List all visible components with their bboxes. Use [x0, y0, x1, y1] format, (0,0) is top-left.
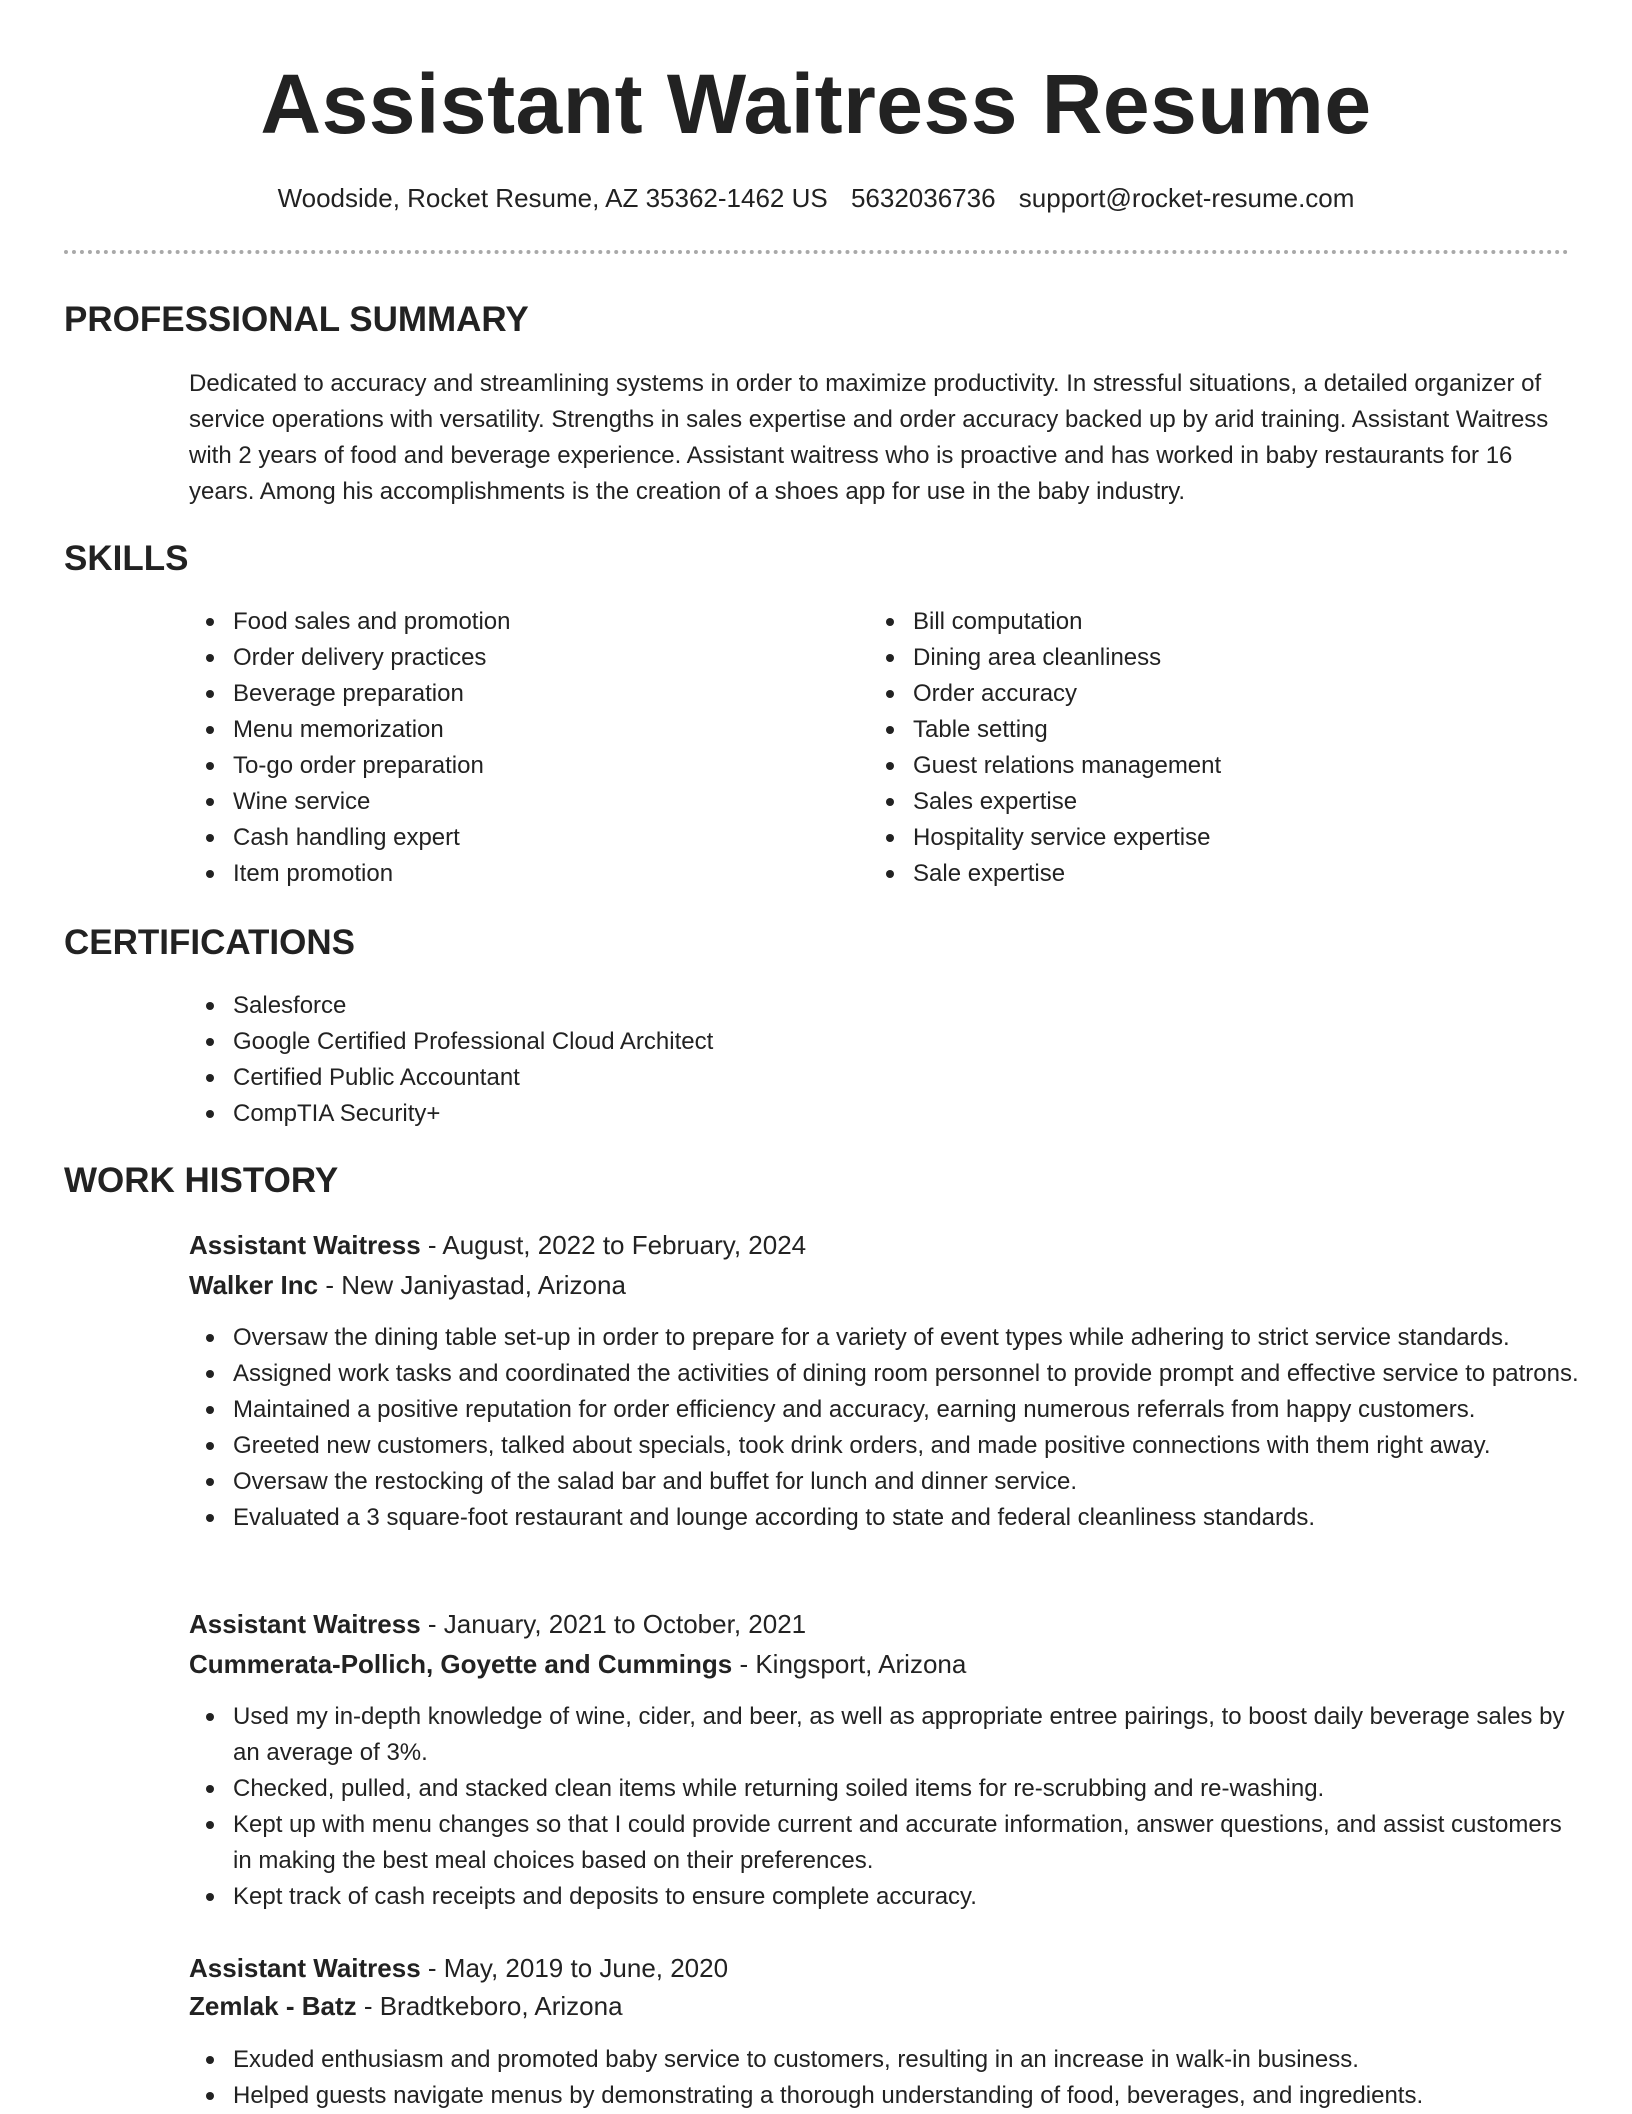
skill-item: Hospitality service expertise [869, 820, 1509, 856]
job-bullet: Kept up with menu changes so that I could provide current and accurate information, answer questions, and assist customers in making the best meal choices based on their preferences. [189, 1807, 1579, 1879]
certification-item: Certified Public Accountant [189, 1060, 1569, 1096]
job-company-line [189, 1644, 966, 1684]
job-bullet: Oversaw the dining table set-up in order to prepare for a variety of event types while adhering to strict service standards. [189, 1320, 1579, 1356]
skill-item: Sale expertise [869, 856, 1509, 892]
certifications-list [189, 988, 1569, 1132]
skill-item: To-go order preparation [189, 748, 829, 784]
skill-item: Bill computation [869, 604, 1509, 640]
job-dates: - May, 2019 to June, 2020 [420, 1953, 729, 1983]
job-location: - New Janiyastad, Arizona [318, 1270, 626, 1300]
contact-email: support@rocket-resume.com [1018, 183, 1355, 213]
job-company: Walker Inc [189, 1270, 319, 1300]
contact-line [0, 180, 1632, 216]
contact-phone: 5632036736 [850, 183, 996, 213]
certification-item: CompTIA Security+ [189, 1096, 1569, 1132]
skill-item: Item promotion [189, 856, 829, 892]
skills-list-right [869, 604, 1509, 892]
job-dates: - August, 2022 to February, 2024 [420, 1230, 807, 1260]
job-title-line [189, 1948, 728, 1988]
job-bullet: Oversaw the restocking of the salad bar and buffet for lunch and dinner service. [189, 1464, 1579, 1500]
job-bullets [189, 2042, 1579, 2114]
job-bullet: Exuded enthusiasm and promoted baby service to customers, resulting in an increase in walk-in business. [189, 2042, 1579, 2078]
skill-item: Beverage preparation [189, 676, 829, 712]
skills-list-left [189, 604, 829, 892]
job-bullet: Evaluated a 3 square-foot restaurant and lounge according to state and federal cleanliness standards. [189, 1500, 1579, 1536]
job-bullet: Checked, pulled, and stacked clean items while returning soiled items for re-scrubbing and re-washing. [189, 1771, 1579, 1807]
job-bullet: Greeted new customers, talked about specials, took drink orders, and made positive connections with them right away. [189, 1428, 1579, 1464]
job-company-line [189, 1265, 626, 1305]
summary-text: Dedicated to accuracy and streamlining systems in order to maximize productivity. In stressful situations, a detailed organizer of service operations with versatility. Strengths in sales expertise and order accuracy backed up by arid training. Assistant Waitress with 2 years of food and beverage experience. Assistant waitress who is proactive and has worked in baby restaurants for 16 years. Among his accomplishments is the creation of a shoes app for use in the baby industry. [189, 370, 1549, 505]
skill-item: Table setting [869, 712, 1509, 748]
contact-address: Woodside, Rocket Resume, AZ 35362-1462 US [277, 183, 828, 213]
job-dates: - January, 2021 to October, 2021 [420, 1609, 807, 1639]
job-bullet: Kept track of cash receipts and deposits to ensure complete accuracy. [189, 1879, 1579, 1915]
job-title-line [189, 1225, 806, 1265]
job-bullet: Helped guests navigate menus by demonstrating a thorough understanding of food, beverages, and ingredients. [189, 2078, 1579, 2114]
skill-item: Order delivery practices [189, 640, 829, 676]
skill-item: Dining area cleanliness [869, 640, 1509, 676]
certifications-heading: CERTIFICATIONS [64, 923, 356, 962]
job-company: Cummerata-Pollich, Goyette and Cummings [189, 1649, 733, 1679]
job-bullet: Used my in-depth knowledge of wine, cider, and beer, as well as appropriate entree pairings, to boost daily beverage sales by an average of 3%. [189, 1699, 1579, 1771]
job-role: Assistant Waitress [189, 1230, 421, 1260]
skill-item: Guest relations management [869, 748, 1509, 784]
skill-item: Menu memorization [189, 712, 829, 748]
summary-heading: PROFESSIONAL SUMMARY [64, 300, 529, 339]
job-company-line [189, 1986, 623, 2026]
work-history-heading: WORK HISTORY [64, 1161, 339, 1200]
header-divider [64, 250, 1569, 254]
job-bullet: Assigned work tasks and coordinated the activities of dining room personnel to provide prompt and effective service to patrons. [189, 1356, 1579, 1392]
skill-item: Food sales and promotion [189, 604, 829, 640]
resume-title: Assistant Waitress Resume [260, 57, 1372, 151]
job-bullets [189, 1320, 1579, 1536]
job-role: Assistant Waitress [189, 1609, 421, 1639]
skill-item: Wine service [189, 784, 829, 820]
skill-item: Cash handling expert [189, 820, 829, 856]
skill-item: Order accuracy [869, 676, 1509, 712]
job-location: - Bradtkeboro, Arizona [356, 1991, 623, 2021]
job-title-line [189, 1604, 806, 1644]
job-bullet: Maintained a positive reputation for order efficiency and accuracy, earning numerous referrals from happy customers. [189, 1392, 1579, 1428]
job-bullets [189, 1699, 1579, 1915]
skill-item: Sales expertise [869, 784, 1509, 820]
certification-item: Salesforce [189, 988, 1569, 1024]
job-company: Zemlak - Batz [189, 1991, 357, 2021]
certification-item: Google Certified Professional Cloud Architect [189, 1024, 1569, 1060]
job-role: Assistant Waitress [189, 1953, 421, 1983]
skills-heading: SKILLS [64, 539, 189, 578]
job-location: - Kingsport, Arizona [732, 1649, 967, 1679]
